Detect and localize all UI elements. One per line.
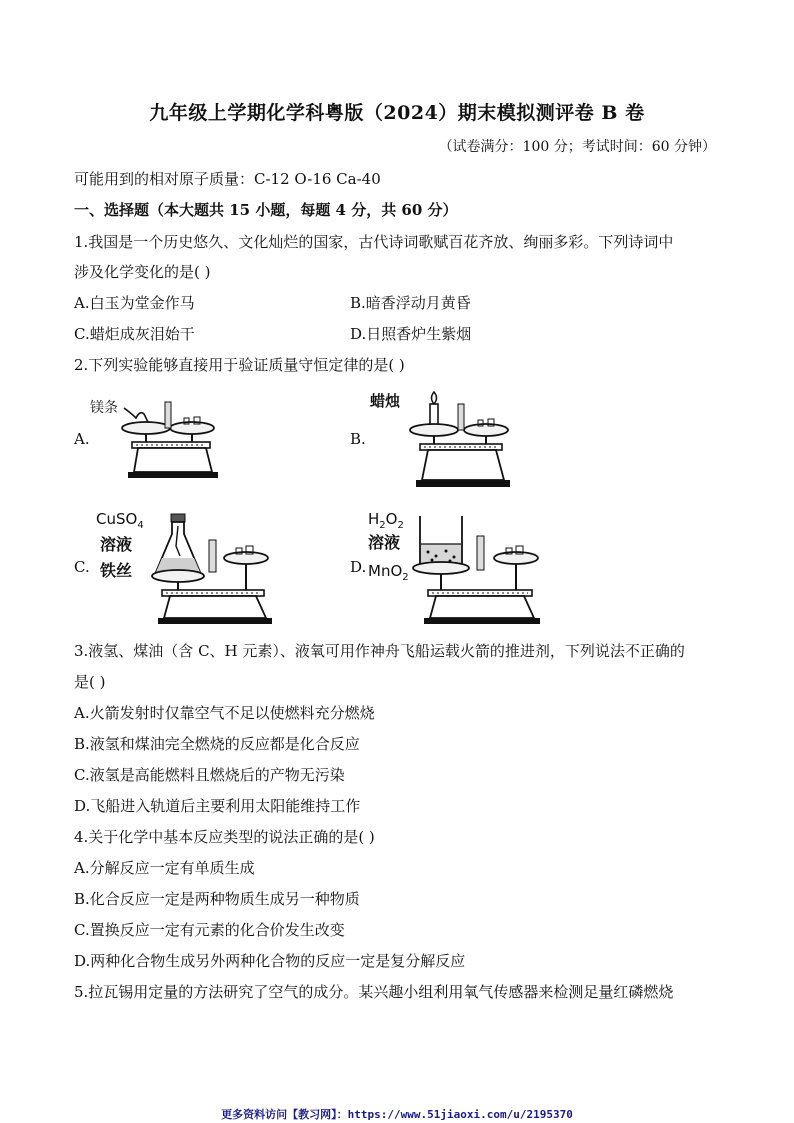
q4-stem: 4.关于化学中基本反应类型的说法正确的是( ) — [74, 828, 375, 846]
q3-stem-line2: 是( ) — [74, 673, 106, 691]
flame-icon — [432, 392, 437, 404]
q2-label-d: D. — [350, 558, 367, 576]
q1-stem-line2: 涉及化学变化的是( ) — [74, 263, 211, 281]
q1-option-c: C.蜡炬成灰泪始干 — [74, 325, 195, 343]
section-heading: 一、选择题（本大题共 15 小题，每题 4 分，共 60 分） — [74, 201, 458, 219]
q3-option-d: D.飞船进入轨道后主要利用太阳能维持工作 — [74, 797, 361, 815]
balance-figure-c — [96, 506, 286, 626]
q1-option-b: B.暗香浮动月黄昏 — [350, 294, 471, 312]
exam-info: （试卷满分：100 分；考试时间：60 分钟） — [438, 139, 716, 155]
pointer-icon — [477, 536, 484, 570]
pointer-icon — [209, 540, 216, 572]
balance-figure-b — [366, 388, 516, 493]
fig-b-label: 蜡烛 — [370, 392, 401, 410]
q3-option-b: B.液氢和煤油完全燃烧的反应都是化合反应 — [74, 735, 360, 753]
q4-option-d: D.两种化合物生成另外两种化合物的反应一定是复分解反应 — [74, 952, 466, 970]
q3-stem-line1: 3.液氢、煤油（含 C、H 元素）、液氧可用作神舟飞船运载火箭的推进剂，下列说法不正确的 — [74, 642, 685, 660]
fig-d-solution-label: 溶液 — [368, 533, 401, 552]
q4-option-c: C.置换反应一定有元素的化合价发生改变 — [74, 921, 345, 939]
footer-link[interactable]: 更多资料访问【教习网】：https://www.51jiaoxi.com/u/2195370 — [221, 1108, 573, 1121]
right-pan-icon — [170, 422, 214, 434]
fig-a-label: 镁条 — [90, 400, 118, 416]
q2-label-b: B. — [350, 430, 366, 448]
q4-option-a: A.分解反应一定有单质生成 — [74, 859, 255, 877]
q4-option-b: B.化合反应一定是两种物质生成另一种物质 — [74, 890, 360, 908]
fig-c-solution-label: 溶液 — [100, 535, 133, 554]
pointer-icon — [165, 402, 171, 428]
atomic-mass-note: 可能用到的相对原子质量：C-12 O-16 Ca-40 — [74, 170, 381, 188]
fig-d-formula: $H_2O_2$ — [368, 510, 404, 531]
left-pan-icon — [413, 562, 469, 574]
left-pan-icon — [122, 422, 170, 434]
left-pan-icon — [410, 424, 458, 436]
fig-d-catalyst-label: MnO$_2$ — [368, 562, 409, 583]
q2-label-a: A. — [74, 430, 90, 448]
q1-option-d: D.日照香炉生紫烟 — [350, 325, 472, 343]
q3-option-a: A.火箭发射时仅靠空气不足以使燃料充分燃烧 — [74, 704, 375, 722]
balance-base-icon — [422, 450, 504, 480]
balance-figure-d — [368, 506, 553, 626]
q5-stem-line1: 5.拉瓦锡用定量的方法研究了空气的成分。某兴趣小组利用氧气传感器来检测足量红磷燃烧 — [74, 983, 674, 1001]
balance-base-icon — [134, 448, 212, 472]
balance-base-icon — [164, 596, 266, 618]
left-pan-icon — [152, 570, 204, 582]
right-pan-icon — [464, 424, 508, 436]
magnesium-ribbon-icon — [124, 408, 148, 422]
q1-stem-line1: 1.我国是一个历史悠久、文化灿烂的国家，古代诗词歌赋百花齐放、绚丽多彩。下列诗词中 — [74, 233, 674, 251]
q3-option-c: C.液氢是高能燃料且燃烧后的产物无污染 — [74, 766, 345, 784]
pointer-icon — [458, 404, 464, 430]
q2-stem: 2.下列实验能够直接用于验证质量守恒定律的是( ) — [74, 356, 405, 374]
balance-figure-a — [88, 388, 228, 483]
balance-base-icon — [430, 596, 534, 618]
page-title: 九年级上学期化学科粤版（2024）期末模拟测评卷 B 卷 — [149, 102, 645, 124]
q2-label-c: C. — [74, 558, 90, 576]
fig-c-wire-label: 铁丝 — [100, 561, 133, 580]
q1-option-a: A.白玉为堂金作马 — [74, 294, 195, 312]
stopper-icon — [171, 514, 185, 522]
fig-c-formula: CuSO$_4$ — [96, 510, 144, 531]
